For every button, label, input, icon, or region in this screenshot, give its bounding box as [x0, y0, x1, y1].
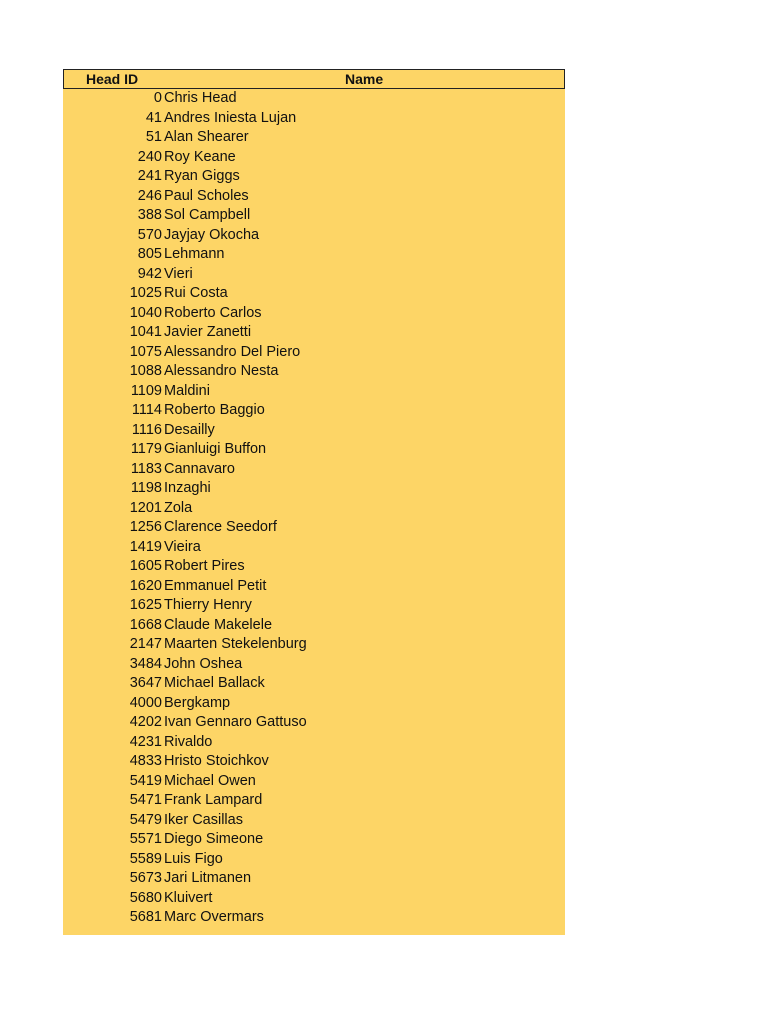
- table-row: [63, 109, 565, 129]
- cell-head-id: 1109: [130, 382, 162, 399]
- cell-head-id: 1040: [129, 304, 162, 321]
- table-row: [63, 382, 565, 402]
- table-row: [63, 674, 565, 694]
- cell-head-id: 1625: [129, 597, 162, 613]
- table-row: [63, 89, 565, 109]
- table-row: [63, 830, 565, 850]
- cell-name: Maldini: [164, 382, 210, 399]
- cell-head-id: 1075: [129, 343, 162, 360]
- cell-head-id: 1198: [130, 480, 162, 496]
- table-row: [63, 167, 565, 187]
- cell-name: Kluivert: [164, 889, 213, 906]
- cell-name: Bergkamp: [164, 694, 231, 711]
- table-row: [63, 245, 565, 265]
- cell-name: Desailly: [164, 421, 215, 438]
- cell-head-id: 241: [137, 168, 162, 184]
- header-name: Name: [345, 71, 384, 87]
- table-row: [63, 499, 565, 519]
- cell-name: Alessandro Nesta: [164, 363, 279, 379]
- cell-name: John Oshea: [164, 655, 243, 672]
- table-row: [63, 596, 565, 616]
- cell-name: Vieira: [164, 538, 201, 555]
- cell-head-id: 5681: [129, 909, 162, 925]
- cell-name: Paul Scholes: [164, 187, 249, 204]
- cell-name: Alessandro Del Piero: [164, 343, 301, 360]
- cell-head-id: 1256: [129, 519, 162, 535]
- table-row: [63, 401, 565, 421]
- table-row: [63, 811, 565, 831]
- cell-name: Cannavaro: [164, 460, 235, 477]
- cell-head-id: 1668: [129, 616, 162, 633]
- cell-name: Emmanuel Petit: [164, 577, 267, 594]
- cell-head-id: 942: [137, 265, 162, 282]
- cell-head-id: 1201: [129, 499, 162, 516]
- cell-head-id: 1116: [131, 421, 162, 438]
- cell-name: Robert Pires: [164, 558, 245, 574]
- cell-head-id: 1025: [129, 285, 162, 301]
- table-row: [63, 733, 565, 753]
- cell-head-id: 4202: [129, 714, 162, 730]
- table-row: [63, 713, 565, 733]
- cell-name: Inzaghi: [164, 480, 211, 496]
- cell-head-id: 1041: [129, 324, 162, 340]
- table-row: [63, 908, 565, 928]
- table-row: [63, 226, 565, 246]
- cell-head-id: 5419: [129, 772, 162, 789]
- table-row: [63, 343, 565, 363]
- table-row: [63, 869, 565, 889]
- table-row: [63, 655, 565, 675]
- cell-name: Hristo Stoichkov: [164, 753, 269, 769]
- table-row: [63, 772, 565, 792]
- cell-name: Rui Costa: [164, 285, 228, 301]
- table-row: [63, 889, 565, 909]
- cell-head-id: 5589: [129, 850, 162, 867]
- cell-head-id: 4833: [129, 753, 162, 769]
- cell-head-id: 5479: [129, 811, 162, 828]
- cell-head-id: 4231: [129, 733, 162, 750]
- cell-name: Javier Zanetti: [164, 324, 252, 340]
- cell-name: Ryan Giggs: [164, 168, 240, 184]
- cell-head-id: 1114: [131, 402, 162, 418]
- cell-head-id: 3484: [129, 655, 162, 672]
- table-row: [63, 577, 565, 597]
- cell-name: Iker Casillas: [164, 811, 243, 828]
- table-row: [63, 187, 565, 207]
- cell-head-id: 1605: [129, 558, 162, 574]
- cell-name: Vieri: [164, 265, 193, 282]
- cell-head-id: 1088: [129, 363, 162, 379]
- table-row: [63, 752, 565, 772]
- cell-head-id: 246: [137, 187, 162, 204]
- cell-name: Thierry Henry: [164, 597, 252, 613]
- cell-head-id: 570: [137, 226, 162, 243]
- cell-head-id: 0: [153, 90, 162, 106]
- table-row: [63, 616, 565, 636]
- cell-head-id: 3647: [129, 675, 162, 691]
- cell-name: Gianluigi Buffon: [164, 441, 267, 457]
- cell-head-id: 2147: [129, 636, 162, 652]
- cell-name: Michael Owen: [164, 772, 256, 789]
- cell-name: Andres Iniesta Lujan: [164, 109, 297, 126]
- cell-name: Lehmann: [164, 246, 225, 262]
- table-row: [63, 479, 565, 499]
- table-row: [63, 850, 565, 870]
- cell-head-id: 5673: [129, 870, 162, 886]
- table-row: [63, 518, 565, 538]
- cell-name: Zola: [164, 499, 193, 516]
- table-row: [63, 440, 565, 460]
- cell-name: Luis Figo: [164, 850, 223, 867]
- cell-name: Roberto Carlos: [164, 304, 262, 321]
- table-row: [63, 538, 565, 558]
- cell-head-id: 388: [137, 207, 162, 223]
- cell-head-id: 240: [137, 148, 162, 165]
- table-row: [63, 284, 565, 304]
- cell-head-id: 1620: [129, 577, 162, 594]
- table-row: [63, 421, 565, 441]
- table-row: [63, 460, 565, 480]
- cell-name: Diego Simeone: [164, 831, 264, 847]
- table-row: [63, 362, 565, 382]
- cell-head-id: 805: [137, 246, 162, 262]
- cell-name: Michael Ballack: [164, 675, 265, 691]
- table-row: [63, 791, 565, 811]
- cell-head-id: 1179: [130, 441, 162, 457]
- cell-name: Sol Campbell: [164, 207, 251, 223]
- cell-head-id: 1183: [130, 460, 162, 477]
- table-row: [63, 557, 565, 577]
- cell-name: Ivan Gennaro Gattuso: [164, 714, 307, 730]
- table-row: [63, 694, 565, 714]
- table-header: [63, 69, 565, 89]
- player-table: [63, 69, 565, 935]
- cell-name: Marc Overmars: [164, 909, 264, 925]
- table-row: [63, 265, 565, 285]
- cell-name: Maarten Stekelenburg: [164, 636, 307, 652]
- cell-head-id: 5571: [129, 831, 162, 847]
- cell-head-id: 5471: [129, 792, 162, 808]
- cell-name: Frank Lampard: [164, 792, 263, 808]
- table-body: [63, 89, 565, 935]
- header-head-id: Head ID: [86, 71, 139, 87]
- cell-head-id: 5680: [129, 889, 162, 906]
- cell-name: Jayjay Okocha: [164, 226, 260, 243]
- table-row: [63, 128, 565, 148]
- cell-head-id: 1419: [129, 538, 162, 555]
- table-row: [63, 148, 565, 168]
- cell-name: Jari Litmanen: [164, 870, 252, 886]
- cell-name: Clarence Seedorf: [164, 519, 277, 535]
- table-row: [63, 323, 565, 343]
- cell-name: Claude Makelele: [164, 616, 273, 633]
- cell-head-id: 4000: [129, 694, 162, 711]
- cell-head-id: 41: [145, 109, 162, 126]
- cell-name: Chris Head: [164, 90, 237, 106]
- table-row: [63, 304, 565, 324]
- cell-name: Roberto Baggio: [164, 402, 265, 418]
- table-row: [63, 206, 565, 226]
- cell-head-id: 51: [145, 129, 162, 145]
- cell-name: Alan Shearer: [164, 129, 249, 145]
- cell-name: Rivaldo: [164, 733, 213, 750]
- table-row: [63, 635, 565, 655]
- cell-name: Roy Keane: [164, 148, 236, 165]
